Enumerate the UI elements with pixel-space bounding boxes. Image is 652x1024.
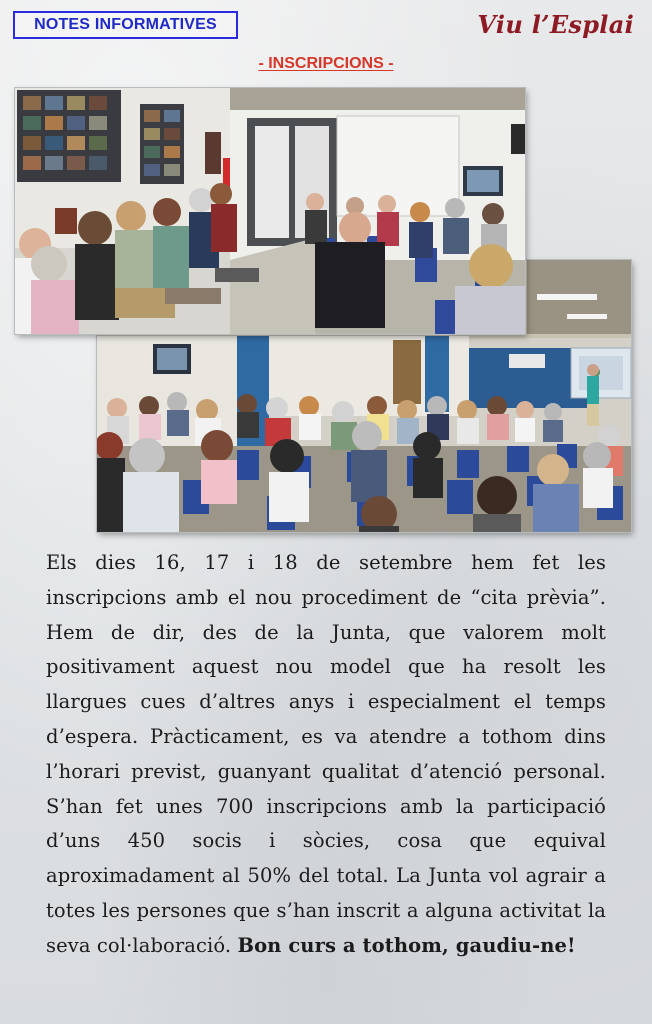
photo-seated-audience-image: [15, 88, 525, 334]
section-title: [0, 54, 652, 74]
photo-seated-audience: [15, 88, 525, 334]
article-text: [46, 546, 606, 964]
article-closing: Bon curs a tothom, gaudiu-ne!: [237, 933, 576, 957]
brand-logo-text: Viu l’Esplai: [477, 10, 634, 39]
article-paragraph: Els dies 16, 17 i 18 de setembre hem fet les inscripcions amb el nou procediment de “cita prèvia”. Hem de dir, des de la Junta, que valorem molt positivament aquest nou model que ha resolt les llargues cues d’altres anys i especialment el temps d’espera. Pràcticament, es va atendre a tothom dins l’horari previst, guanyant qualitat d’atenció personal. S’han fet unes 700 inscripcions amb la participació d’uns 450 socis i sòcies, cosa que equival aproximadament al 50% del total. La Junta vol agrair a totes les persones que s’han inscrit a alguna activitat la seva col·laboració.: [46, 551, 606, 957]
section-title-text: - INSCRIPCIONS -: [258, 55, 394, 72]
notes-informatives-badge: NOTES INFORMATIVES: [13, 11, 238, 39]
